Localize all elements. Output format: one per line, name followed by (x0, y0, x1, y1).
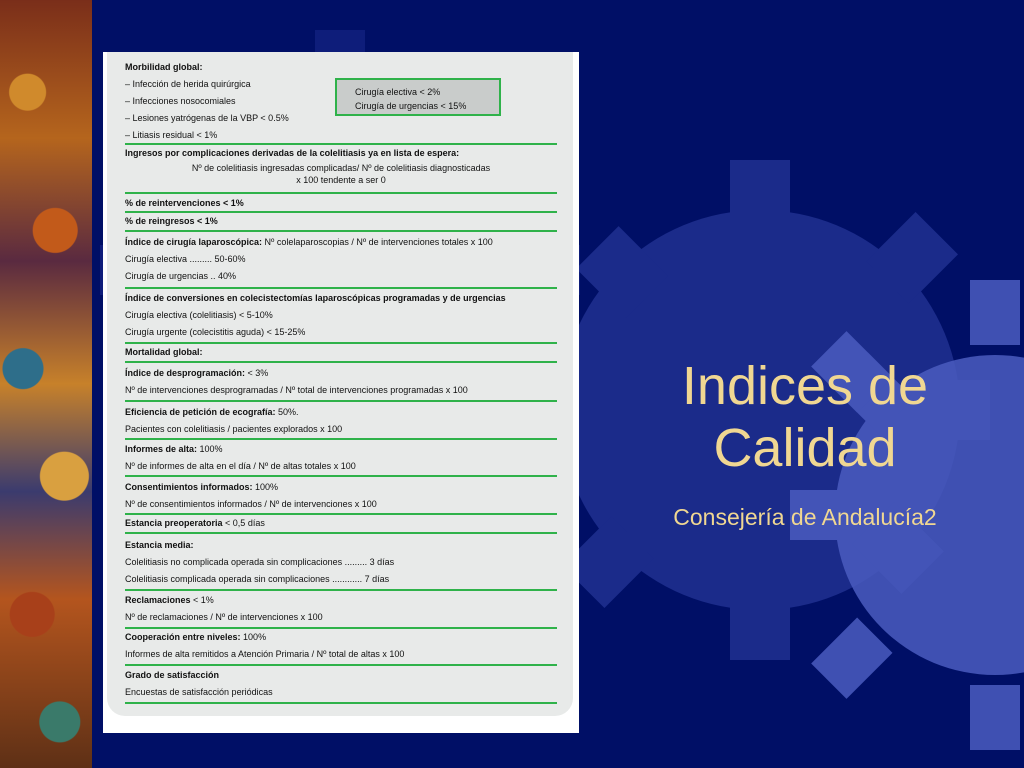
formula-text: Pacientes con colelitiasis / pacientes explorados x 100 (125, 424, 343, 434)
list-item: Cirugía electiva (colelitiasis) < 5-10% (125, 310, 273, 320)
section-title: Estancia media: (125, 540, 194, 550)
surgery-rates-box (335, 78, 501, 116)
title-line: Calidad (713, 418, 897, 478)
section-title: Índice de cirugía laparoscópica: (125, 237, 263, 247)
section-title: Informes de alta: (125, 444, 198, 454)
list-item: Encuestas de satisfacción periódicas (125, 687, 273, 697)
divider (125, 702, 557, 704)
formula-text: Nº de reclamaciones / Nº de intervenciones x 100 (125, 612, 323, 622)
divider (125, 400, 557, 402)
slide-title (610, 355, 1000, 479)
discharge-reports-section (125, 441, 557, 475)
divider (125, 532, 557, 534)
decorative-side-strip (0, 0, 92, 768)
list-item: – Litiasis residual < 1% (125, 130, 218, 140)
slide-subtitle: Consejería de Andalucía2 (673, 504, 937, 530)
formula-text: Nº de consentimientos informados / Nº de intervenciones x 100 (125, 499, 377, 509)
section-title: Reclamaciones (125, 595, 191, 605)
divider (125, 475, 557, 477)
list-item: Cirugía electiva ......... 50-60% (125, 254, 246, 264)
formula-text: x 100 tendente a ser 0 (296, 175, 386, 185)
divider (125, 438, 557, 440)
satisfaction-section (125, 667, 557, 701)
value-text: < 3% (245, 368, 269, 378)
value-text: < 1% (190, 595, 214, 605)
conversions-section (125, 290, 557, 341)
section-title: Eficiencia de petición de ecografía: (125, 407, 276, 417)
section-title: % de reingresos < 1% (125, 216, 218, 226)
mortality-section (125, 344, 557, 361)
section-title: Ingresos por complicaciones derivadas de la colelitiasis ya en lista de espera: (125, 148, 460, 158)
section-title: Consentimientos informados: (125, 482, 253, 492)
divider (125, 230, 557, 232)
section-title: Estancia preoperatoria (125, 518, 223, 528)
list-item: – Infección de herida quirúrgica (125, 79, 251, 89)
average-stay-section (125, 537, 557, 588)
readmissions-section (125, 213, 557, 230)
divider (125, 589, 557, 591)
formula-text: Nº de intervenciones desprogramadas / Nº total de intervenciones programadas x 100 (125, 385, 468, 395)
quality-indicators-table (103, 52, 579, 733)
section-title: Cooperación entre niveles: (125, 632, 241, 642)
reinterventions-section (125, 195, 557, 212)
list-item: Cirugía urgente (colecistitis aguda) < 15-25% (125, 327, 306, 337)
section-title: % de reintervenciones < 1% (125, 198, 244, 208)
ultrasound-section (125, 404, 557, 438)
laparoscopic-section (125, 234, 557, 285)
admissions-section (125, 145, 557, 186)
preoperative-stay-section (125, 515, 557, 532)
list-item: – Infecciones nosocomiales (125, 96, 236, 106)
divider (125, 664, 557, 666)
cooperation-section (125, 629, 557, 663)
table-panel (107, 52, 573, 716)
title-line: Indices de (681, 356, 929, 416)
value-text: 100% (197, 444, 223, 454)
section-title: Morbilidad global: (125, 62, 203, 72)
divider (125, 287, 557, 289)
formula-text: Nº de informes de alta en el día / Nº de altas totales x 100 (125, 461, 356, 471)
divider (125, 361, 557, 363)
value-text: < 0,5 días (222, 518, 265, 528)
informed-consent-section (125, 479, 557, 513)
complaints-section (125, 592, 557, 626)
list-item: Colelitiasis no complicada operada sin complicaciones ......... 3 días (125, 557, 395, 567)
value-text: 50%. (275, 407, 299, 417)
formula-text: Informes de alta remitidos a Atención Primaria / Nº total de altas x 100 (125, 649, 405, 659)
section-title: Grado de satisfacción (125, 670, 220, 680)
value-text: 100% (240, 632, 267, 642)
divider (125, 192, 557, 194)
section-title: Índice de desprogramación: (125, 368, 246, 378)
formula-text: Nº colelaparoscopias / Nº de intervenciones totales x 100 (262, 237, 493, 247)
section-title: Índice de conversiones en colecistectomías laparoscópicas programadas y de urgencias (125, 293, 506, 303)
list-item: – Lesiones yatrógenas de la VBP < 0.5% (125, 113, 289, 123)
list-item: Colelitiasis complicada operada sin complicaciones ............ 7 días (125, 574, 390, 584)
list-item: Cirugía de urgencias .. 40% (125, 271, 237, 281)
section-title: Mortalidad global: (125, 347, 203, 357)
formula-text: Nº de colelitiasis ingresadas complicadas/ Nº de colelitiasis diagnosticadas (191, 163, 491, 173)
deprogramming-section (125, 365, 557, 399)
value-text: 100% (252, 482, 279, 492)
list-item: Cirugía electiva < 2% (355, 87, 441, 97)
list-item: Cirugía de urgencias < 15% (355, 101, 467, 111)
